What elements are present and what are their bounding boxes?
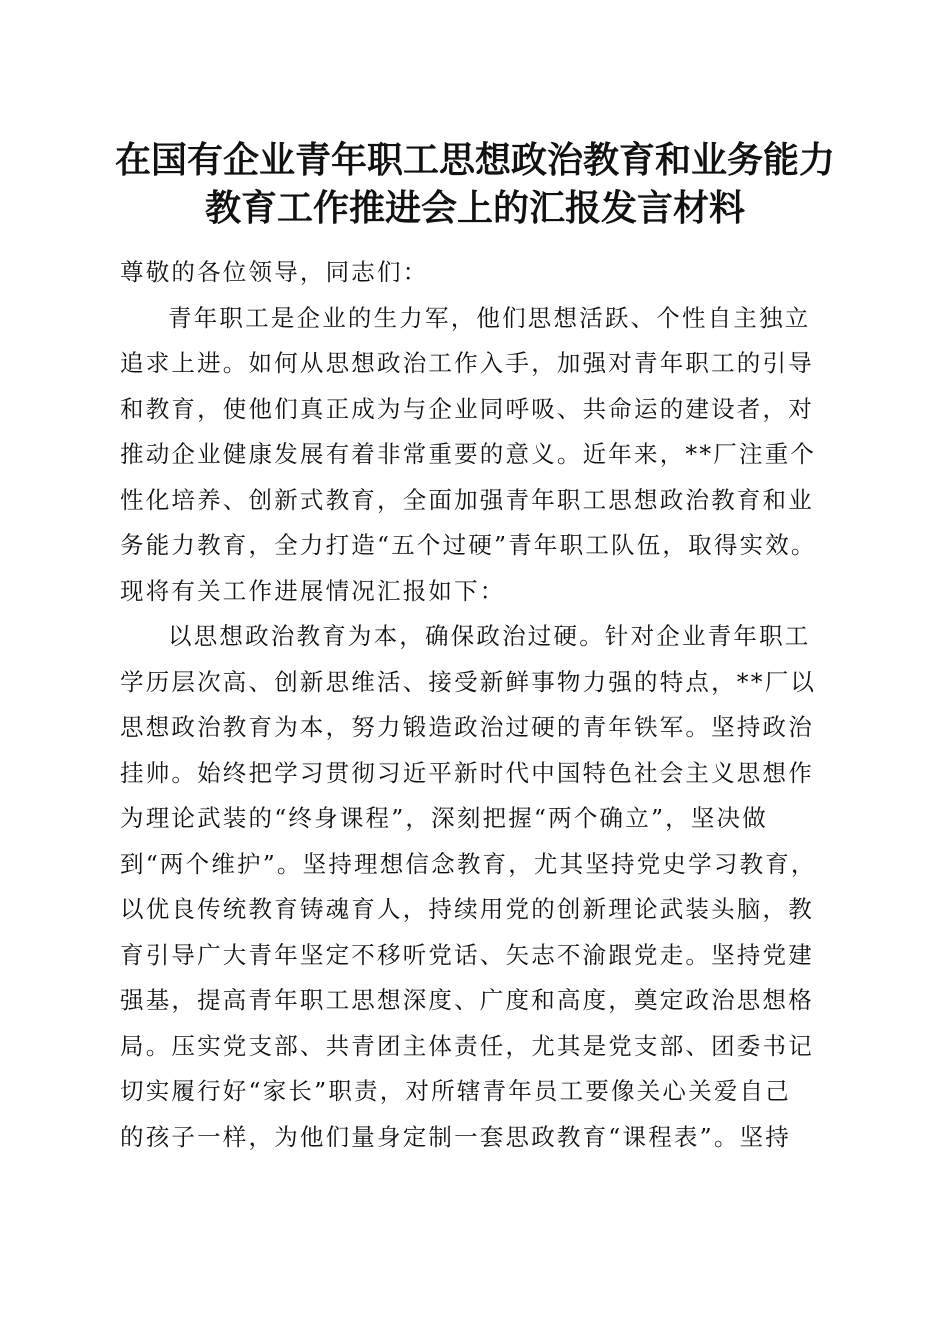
paragraph-line: 强基，提高青年职工思想深度、广度和高度，奠定政治思想格: [120, 986, 814, 1014]
paragraph-line: 为理论武装的“终身课程”，深刻把握“两个确立”，坚决做: [120, 804, 768, 832]
paragraph-line: 挂帅。始终把学习贯彻习近平新时代中国特色社会主义思想作: [120, 758, 814, 787]
paragraph-1: [120, 296, 840, 615]
document-body: [120, 250, 840, 1160]
document-title-line-1: 在国有企业青年职工思想政治教育和业务能力: [114, 139, 835, 181]
document-title-line-2: 教育工作推进会上的汇报发言材料: [204, 187, 745, 229]
paragraph-line: 思想政治教育为本，努力锻造政治过硬的青年铁军。坚持政治: [120, 713, 814, 741]
paragraph-line: 切实履行好“家长”职责，对所辖青年员工要像关心关爱自己: [120, 1077, 791, 1105]
paragraph-line: 到“两个维护”。坚持理想信念教育，尤其坚持党史学习教育，: [120, 849, 817, 878]
paragraph-line: 的孩子一样，为他们量身定制一套思政教育“课程表”。坚持: [120, 1122, 791, 1151]
paragraph-line: 务能力教育，全力打造“五个过硬”青年职工队伍，取得实效。: [120, 531, 817, 559]
paragraph-line: 育引导广大青年坚定不移听党话、矢志不渝跟党走。坚持党建: [120, 940, 814, 969]
paragraph-line: 以思想政治教育为本，确保政治过硬。针对企业青年职工: [168, 622, 811, 650]
paragraph-line: 局。压实党支部、共青团主体责任，尤其是党支部、团委书记: [120, 1031, 814, 1060]
paragraph-line: 以优良传统教育铸魂育人，持续用党的创新理论武装头脑，教: [120, 895, 814, 923]
paragraph-line: 追求上进。如何从思想政治工作入手，加强对青年职工的引导: [120, 349, 814, 377]
paragraph-line: 现将有关工作进展情况汇报如下：: [120, 576, 506, 605]
salutation: 尊敬的各位领导，同志们：: [120, 258, 429, 286]
paragraph-line: 青年职工是企业的生力军，他们思想活跃、个性自主独立: [168, 303, 811, 332]
paragraph-line: 推动企业健康发展有着非常重要的意义。近年来，**厂注重个: [120, 440, 817, 468]
paragraph-2: [120, 614, 840, 1160]
paragraph-line: 和教育，使他们真正成为与企业同呼吸、共命运的建设者，对: [120, 394, 814, 423]
paragraph-line: 性化培养、创新式教育，全面加强青年职工思想政治教育和业: [120, 485, 814, 514]
paragraph-line: 学历层次高、创新思维活、接受新鲜事物力强的特点，**厂以: [120, 667, 817, 696]
